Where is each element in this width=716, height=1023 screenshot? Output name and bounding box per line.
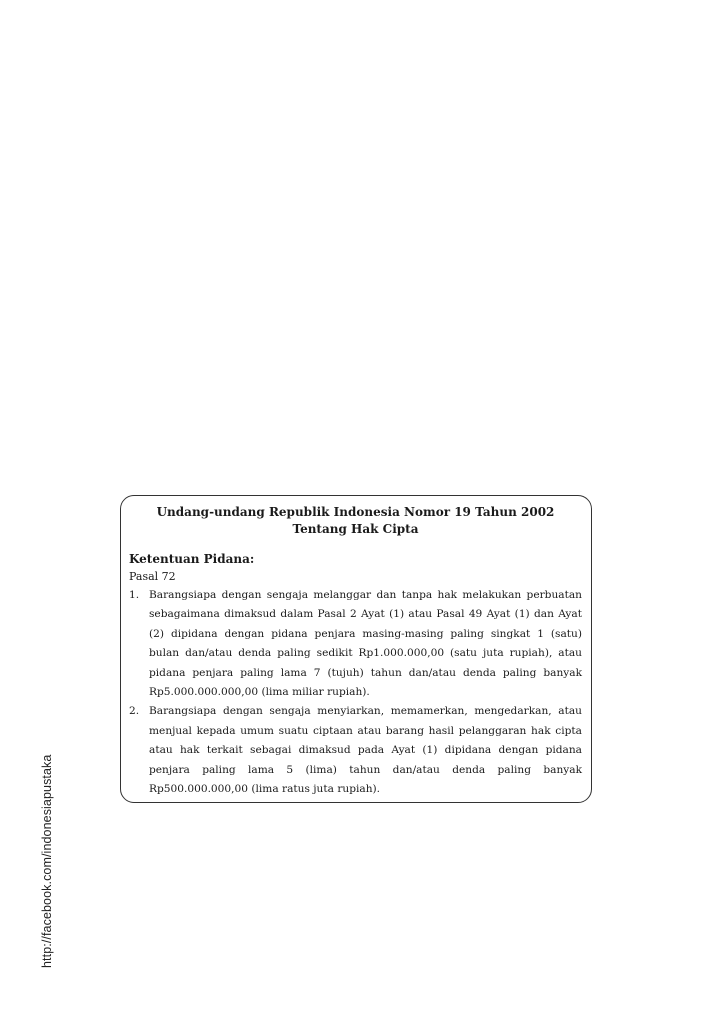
- facebook-url-text: http://facebook.com/indonesiapustaka: [40, 754, 54, 968]
- clause-number: 1.: [129, 589, 140, 601]
- notice-title-line-2: Tentang Hak Cipta: [292, 522, 419, 536]
- clause-list: [129, 586, 582, 799]
- clause-item: [129, 702, 582, 799]
- clause-item: [129, 586, 582, 702]
- clause-text: Barangsiapa dengan sengaja menyiarkan, memamerkan, mengedarkan, atau menjual kepada umum suatu ciptaan atau barang hasil pelanggaran hak cipta atau hak terkait sebagai dimaksud pada Ayat (1) dipidana dengan pidana penjara paling lama 5 (lima) tahun dan/atau denda paling banyak Rp500.000.000,00 (lima ratus juta rupiah).: [149, 705, 582, 796]
- notice-title: [129, 504, 582, 538]
- clause-number: 2.: [129, 705, 140, 718]
- copyright-notice-box: [120, 495, 592, 803]
- pasal-label: Pasal 72: [129, 570, 176, 583]
- section-heading: Ketentuan Pidana:: [129, 552, 255, 566]
- notice-title-line-1: Undang-undang Republik Indonesia Nomor 19 Tahun 2002: [156, 505, 555, 519]
- clause-text: Barangsiapa dengan sengaja melanggar dan tanpa hak melakukan perbuatan sebagaimana dimaksud dalam Pasal 2 Ayat (1) atau Pasal 49 Ayat (1) dan Ayat (2) dipidana dengan pidana penjara masing-masing paling singkat 1 (satu) bulan dan/atau denda paling sedikit Rp1.000.000,00 (satu juta rupiah), atau pidana penjara paling lama 7 (tujuh) tahun dan/atau denda paling banyak Rp5.000.000.000,00 (lima miliar rupiah).: [149, 589, 582, 699]
